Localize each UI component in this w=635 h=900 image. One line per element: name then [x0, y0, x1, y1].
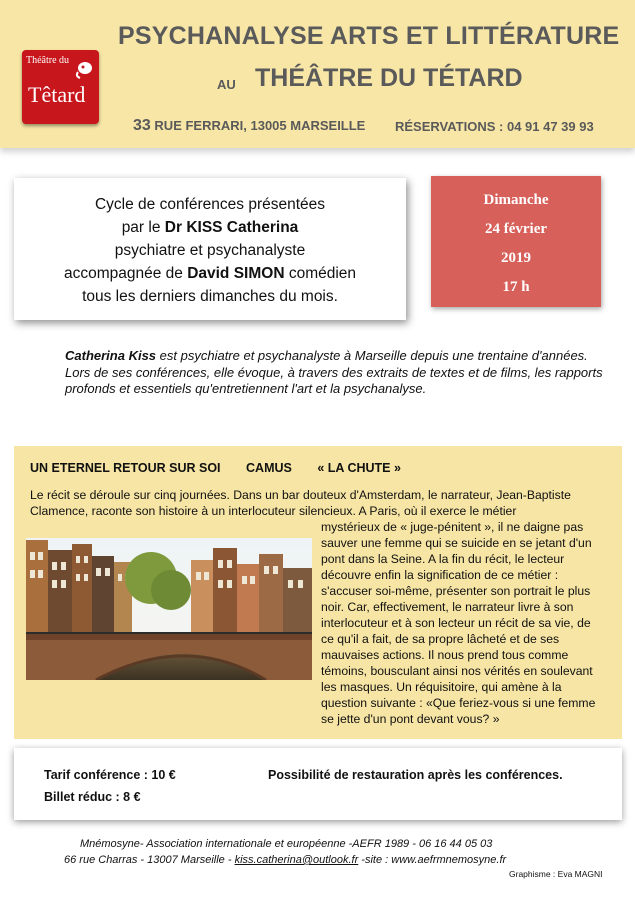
intro-line-4-post: comédien [284, 265, 357, 282]
intro-text [14, 193, 406, 308]
bio-paragraph [65, 348, 613, 398]
price-conference: Tarif conférence : 10 € [44, 768, 176, 782]
footer-association: Mnémosyne- Association internationale et européenne -AEFR 1989 - 06 16 44 05 03 [80, 838, 493, 850]
event-year: 2019 [501, 250, 531, 266]
logo-bottom-text: Têtard [28, 82, 86, 107]
intro-line-2 [14, 216, 406, 239]
page-title: PSYCHANALYSE ARTS ET LITTÉRATURE [118, 22, 620, 50]
reservations-phone: RÉSERVATIONS : 04 91 47 39 93 [395, 119, 594, 134]
speaker-name: Dr KISS Catherina [164, 219, 299, 236]
intro-line-3: psychiatre et psychanalyste [114, 242, 306, 259]
event-time: 17 h [502, 279, 530, 295]
bio-text: est psychiatre et psychanalyste à Marseille depuis une trentaine d'années. Lors de ses conférences, elle évoque, à travers des extraits de textes et de films, les rapports profonds et essentiels qu'entretiennent l'art et la psychanalyse. [65, 348, 603, 396]
section-title-theme: UN ETERNEL RETOUR SUR SOI [30, 461, 221, 475]
theatre-logo [22, 50, 99, 124]
story-text-top: Le récit se déroule sur cinq journées. Dans un bar douteux d'Amsterdam, le narrateur, Jean-Baptiste Clamence, raconte son histoire à un interlocuteur silencieux. A Paris, où il exerce le métier [30, 488, 571, 518]
pricing-box [14, 748, 622, 820]
event-date [431, 186, 601, 302]
bio-name: Catherina Kiss [65, 348, 157, 363]
contact-email-link[interactable]: kiss.catherina@outlook.fr [234, 854, 359, 866]
intro-line-2-pre: par le [121, 219, 165, 236]
theatre-name: THÉÂTRE DU TÉTARD [255, 64, 523, 92]
address-number: 33 [133, 117, 151, 134]
price-reduced: Billet réduc : 8 € [44, 790, 141, 804]
section-title [30, 461, 423, 475]
logo-top-text: Théâtre du [26, 55, 70, 66]
restauration-note: Possibilité de restauration après les conférences. [268, 768, 563, 782]
section-title-author: CAMUS [246, 461, 292, 475]
actor-name: David SIMON [187, 265, 285, 282]
event-day: Dimanche [483, 192, 549, 208]
intro-line-5: tous les derniers dimanches du mois. [82, 288, 338, 305]
intro-line-1: Cycle de conférences présentées [94, 196, 326, 213]
intro-line-4 [14, 262, 406, 285]
title-au: AU [217, 77, 236, 92]
design-credit: Graphisme : Eva MAGNI [509, 869, 603, 879]
section-title-book: « LA CHUTE » [317, 461, 401, 475]
address-street: RUE FERRARI, 13005 MARSEILLE [154, 118, 366, 133]
tadpole-icon [74, 58, 96, 80]
story-text-right: mystérieux de « juge-pénitent », il ne daigne pas sauver une femme qui se suicide en se jetant d'un pont dans la Seine. A la fin du récit, le lecteur découvre enfin la signification de ce métier : s'accuser soi-même, présenter son portrait le plus noir. Car, effectivement, le narrateur livre à son interlocuteur et à son lecteur un récit de sa vie, de ce qu'il a fait, de sa propre lâcheté et de ses mauvaises actions. Il nous prend tous comme témoins, bousculant ainsi nos vérités en soulevant les masques. Un réquisitoire, qui amène à la question suivante : «Que feriez-vous si une femme se jette d'un pont devant vous? » [321, 520, 596, 726]
footer-contact [64, 854, 506, 866]
event-day-month: 24 février [484, 221, 548, 237]
address [133, 117, 365, 135]
amsterdam-canal-photo [26, 538, 312, 680]
footer-website: -site : www.aefrmnemosyne.fr [358, 854, 507, 866]
intro-line-4-pre: accompagnée de [63, 265, 188, 282]
footer-address: 66 rue Charras - 13007 Marseille - [64, 854, 235, 866]
